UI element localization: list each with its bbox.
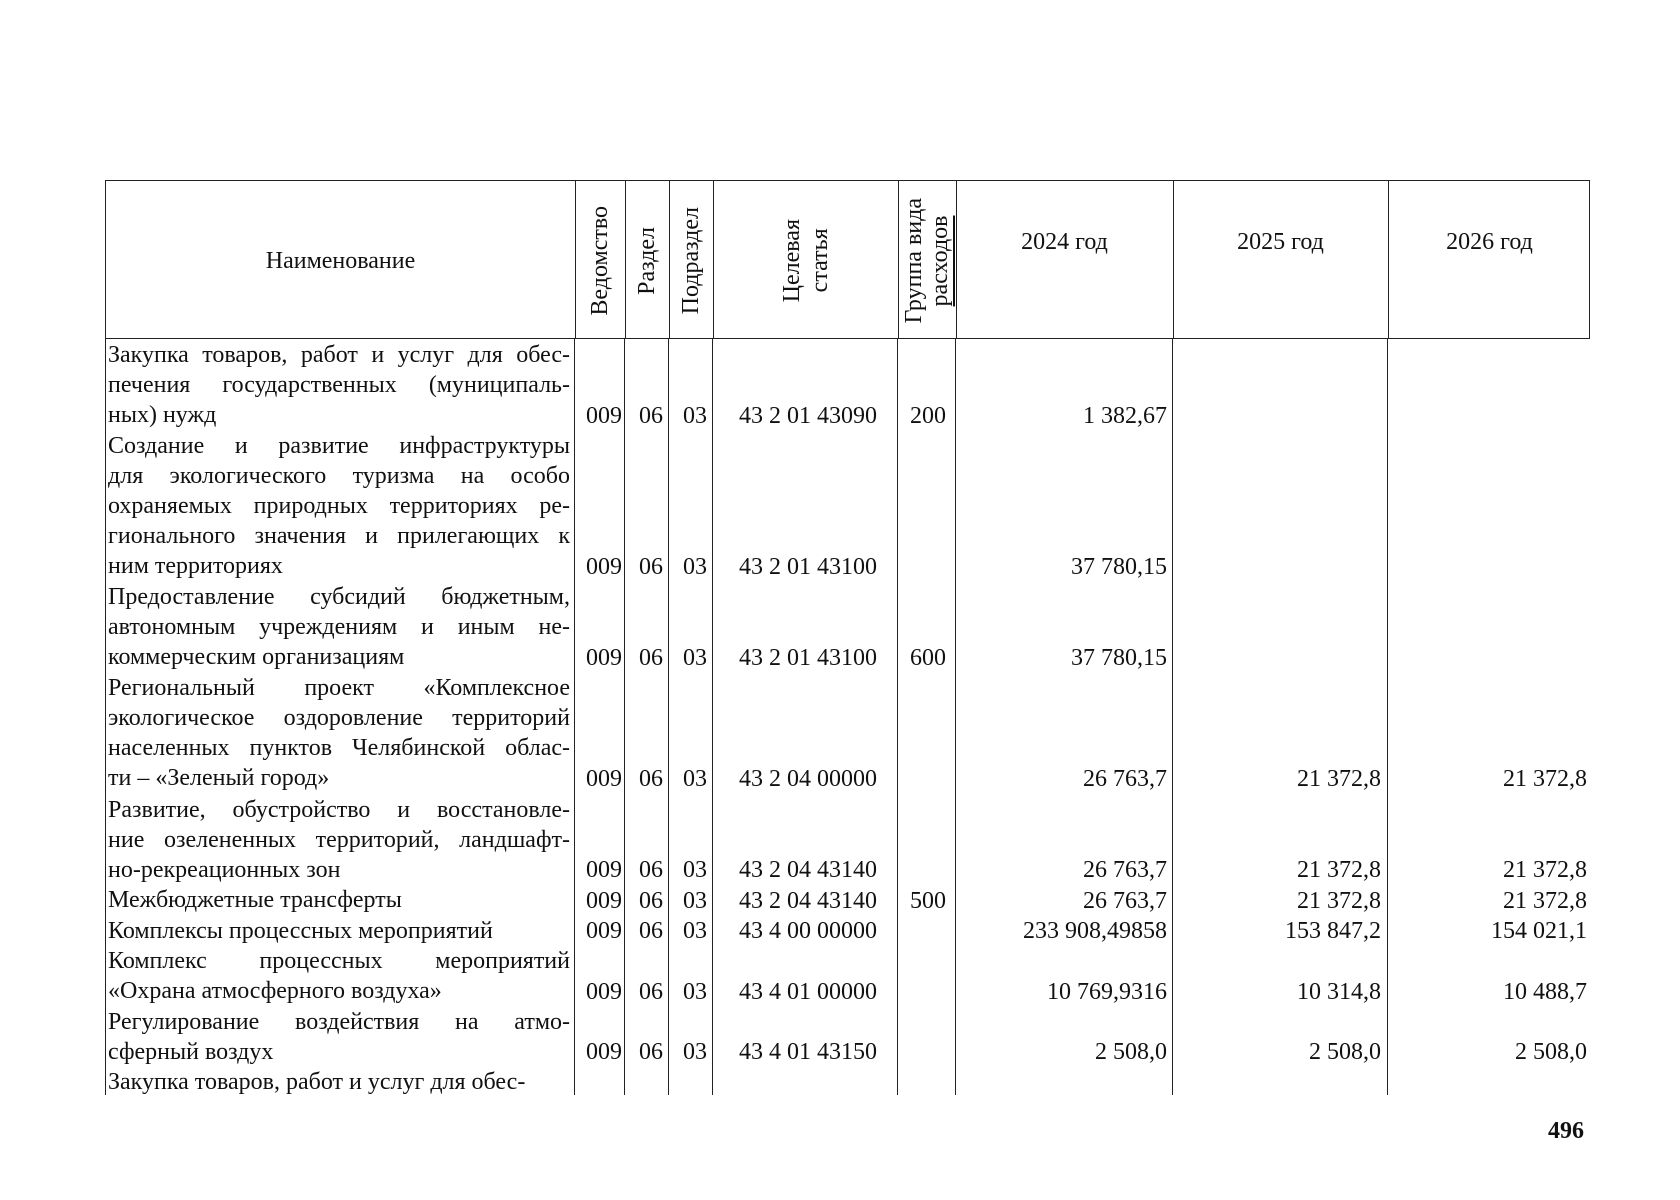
row-name: [108, 431, 570, 581]
row-name-line: экологическое оздоровление территорий: [108, 705, 570, 732]
cell-podrazdel: 03: [683, 887, 707, 914]
cell-razdel: [629, 1067, 673, 1097]
header-podrazdel: Подраздел: [678, 206, 704, 315]
row-name: [108, 946, 570, 1006]
row-name: [108, 582, 570, 672]
cell-2026: 2 508,0: [1515, 1039, 1587, 1066]
cell-podrazdel: [673, 1067, 717, 1097]
cell-gruppa: 600: [910, 645, 946, 672]
header-2025: 2025 год: [1237, 229, 1324, 255]
cell-2026: 10 488,7: [1503, 978, 1587, 1005]
row-name-line: сферный воздух: [108, 1038, 274, 1065]
cell-2024: 37 780,15: [1071, 554, 1167, 581]
header-2026: 2026 год: [1446, 229, 1533, 255]
cell-2025: 153 847,2: [1285, 917, 1381, 944]
row-name: [108, 340, 570, 430]
cell-gruppa: [899, 916, 957, 946]
cell-podrazdel: 03: [683, 402, 707, 429]
cell-gruppa: 200: [910, 402, 946, 429]
cell-vedomstvo: 009: [586, 1039, 622, 1066]
row-name-line: охраняемых природных территориях ре-: [108, 492, 570, 519]
row-name-line: Предоставление субсидий бюджетным,: [108, 584, 570, 611]
row-name-line: для экологического туризма на особо: [108, 462, 570, 489]
row-name-line: ти – «Зеленый город»: [108, 765, 330, 792]
cell-2024: [957, 1067, 1167, 1097]
cell-celevaya-statya: 43 2 04 43140: [739, 857, 877, 884]
cell-2026: 21 372,8: [1503, 766, 1587, 793]
cell-2025: [1167, 643, 1381, 673]
cell-vedomstvo: [579, 1067, 629, 1097]
cell-2024: 26 763,7: [1083, 857, 1167, 884]
header-vedomstvo: Ведомство: [587, 205, 613, 316]
cell-2025: 2 508,0: [1309, 1039, 1381, 1066]
cell-vedomstvo: 009: [586, 402, 622, 429]
cell-2025: 10 314,8: [1297, 978, 1381, 1005]
cell-celevaya-statya: 43 2 01 43100: [739, 554, 877, 581]
cell-celevaya-statya: [717, 1067, 899, 1097]
table-row: [105, 1067, 1590, 1097]
cell-2026: [1381, 552, 1587, 582]
cell-gruppa: [899, 1067, 957, 1097]
cell-podrazdel: 03: [683, 978, 707, 1005]
header-name: Наименование: [265, 247, 416, 274]
cell-gruppa: [899, 552, 957, 582]
table-row: [105, 916, 1590, 946]
cell-gruppa: [899, 855, 957, 885]
cell-2026: 154 021,1: [1491, 917, 1587, 944]
cell-vedomstvo: 009: [586, 766, 622, 793]
cell-podrazdel: 03: [683, 1039, 707, 1066]
cell-vedomstvo: 009: [586, 917, 622, 944]
cell-2026: [1381, 401, 1587, 431]
row-name: [108, 1067, 570, 1097]
cell-2026: [1381, 643, 1587, 673]
cell-razdel: 06: [639, 978, 663, 1005]
cell-gruppa: [899, 977, 957, 1007]
cell-2024: 10 769,9316: [1047, 978, 1167, 1005]
header-gruppa-vida-rashodov: Группа вида расходов: [901, 197, 953, 324]
cell-razdel: 06: [639, 766, 663, 793]
cell-razdel: 06: [639, 887, 663, 914]
cell-2024: 37 780,15: [1071, 645, 1167, 672]
cell-2025: 21 372,8: [1297, 766, 1381, 793]
cell-2026: 21 372,8: [1503, 887, 1587, 914]
cell-razdel: 06: [639, 857, 663, 884]
cell-podrazdel: 03: [683, 554, 707, 581]
cell-2026: 21 372,8: [1503, 857, 1587, 884]
cell-celevaya-statya: 43 4 01 00000: [739, 978, 877, 1005]
cell-2024: 26 763,7: [1083, 766, 1167, 793]
row-name-line: Региональный проект «Комплексное: [108, 675, 570, 702]
row-name: [108, 673, 570, 793]
page-number: 496: [1548, 1118, 1584, 1144]
row-name: [108, 885, 570, 915]
row-name-line: Закупка товаров, работ и услуг для обес-: [108, 342, 570, 368]
cell-gruppa: [899, 1037, 957, 1067]
row-name-line: Межбюджетные трансферты: [108, 887, 402, 914]
cell-vedomstvo: 009: [586, 645, 622, 672]
cell-2024: 233 908,49858: [1023, 917, 1167, 944]
cell-vedomstvo: 009: [586, 857, 622, 884]
cell-vedomstvo: 009: [586, 887, 622, 914]
row-name-line: Регулирование воздействия на атмо-: [108, 1008, 570, 1035]
row-name: [108, 795, 570, 885]
table-row: [105, 885, 1590, 915]
cell-gruppa: [899, 764, 957, 794]
cell-2026: [1381, 1067, 1587, 1097]
row-name-line: Комплексы процессных мероприятий: [108, 917, 493, 944]
table-header: [105, 180, 1590, 339]
cell-razdel: 06: [639, 554, 663, 581]
row-name-line: ных) нужд: [108, 402, 217, 428]
cell-celevaya-statya: 43 2 04 00000: [739, 766, 877, 793]
cell-2025: 21 372,8: [1297, 857, 1381, 884]
cell-celevaya-statya: 43 4 01 43150: [739, 1039, 877, 1066]
header-2024: 2024 год: [1021, 229, 1108, 255]
row-name: [108, 1007, 570, 1067]
row-name-line: «Охрана атмосферного воздуха»: [108, 978, 442, 1004]
cell-celevaya-statya: 43 2 01 43100: [739, 645, 877, 672]
cell-razdel: 06: [639, 917, 663, 944]
row-name: [108, 916, 570, 946]
cell-2024: 1 382,67: [1083, 402, 1167, 429]
row-name-line: Создание и развитие инфраструктуры: [108, 432, 570, 459]
row-name-line: ние озелененных территорий, ландшафт-: [108, 826, 570, 853]
cell-podrazdel: 03: [683, 917, 707, 944]
table-row: [105, 946, 1590, 1007]
cell-2024: 2 508,0: [1095, 1039, 1167, 1066]
row-name-line: но-рекреационных зон: [108, 856, 341, 883]
cell-vedomstvo: 009: [586, 554, 622, 581]
cell-podrazdel: 03: [683, 857, 707, 884]
cell-gruppa: 500: [910, 887, 946, 914]
cell-podrazdel: 03: [683, 766, 707, 793]
header-celevaya-statya: Целевая статья: [778, 218, 833, 303]
row-name-line: Развитие, обустройство и восстановле-: [108, 796, 570, 823]
table-row: [105, 673, 1590, 794]
table-row: [105, 340, 1590, 431]
cell-celevaya-statya: 43 2 01 43090: [739, 402, 877, 429]
table-row: [105, 582, 1590, 673]
table-row: [105, 795, 1590, 886]
cell-razdel: 06: [639, 1039, 663, 1066]
row-name-line: печения государственных (муниципаль-: [108, 372, 570, 398]
cell-razdel: 06: [639, 402, 663, 429]
cell-2025: [1167, 401, 1381, 431]
cell-2025: [1167, 552, 1381, 582]
table-row: [105, 431, 1590, 583]
header-razdel: Раздел: [634, 226, 660, 295]
row-name-line: гионального значения и прилегающих к: [108, 522, 570, 549]
budget-table: [105, 180, 1590, 1095]
row-name-line: населенных пунктов Челябинской облас-: [108, 735, 570, 762]
cell-podrazdel: 03: [683, 645, 707, 672]
row-name-line: ним территориях: [108, 552, 283, 579]
row-name-line: Закупка товаров, работ и услуг для обес-: [108, 1069, 526, 1096]
cell-celevaya-statya: 43 4 00 00000: [739, 917, 877, 944]
cell-vedomstvo: 009: [586, 978, 622, 1005]
table-row: [105, 1007, 1590, 1068]
cell-2025: [1167, 1067, 1381, 1097]
cell-2024: 26 763,7: [1083, 887, 1167, 914]
row-name-line: Комплекс процессных мероприятий: [108, 948, 570, 974]
cell-razdel: 06: [639, 645, 663, 672]
row-name-line: коммерческим организациям: [108, 644, 405, 671]
cell-2025: 21 372,8: [1297, 887, 1381, 914]
row-name-line: автономным учреждениям и иным не-: [108, 614, 570, 641]
cell-celevaya-statya: 43 2 04 43140: [739, 887, 877, 914]
